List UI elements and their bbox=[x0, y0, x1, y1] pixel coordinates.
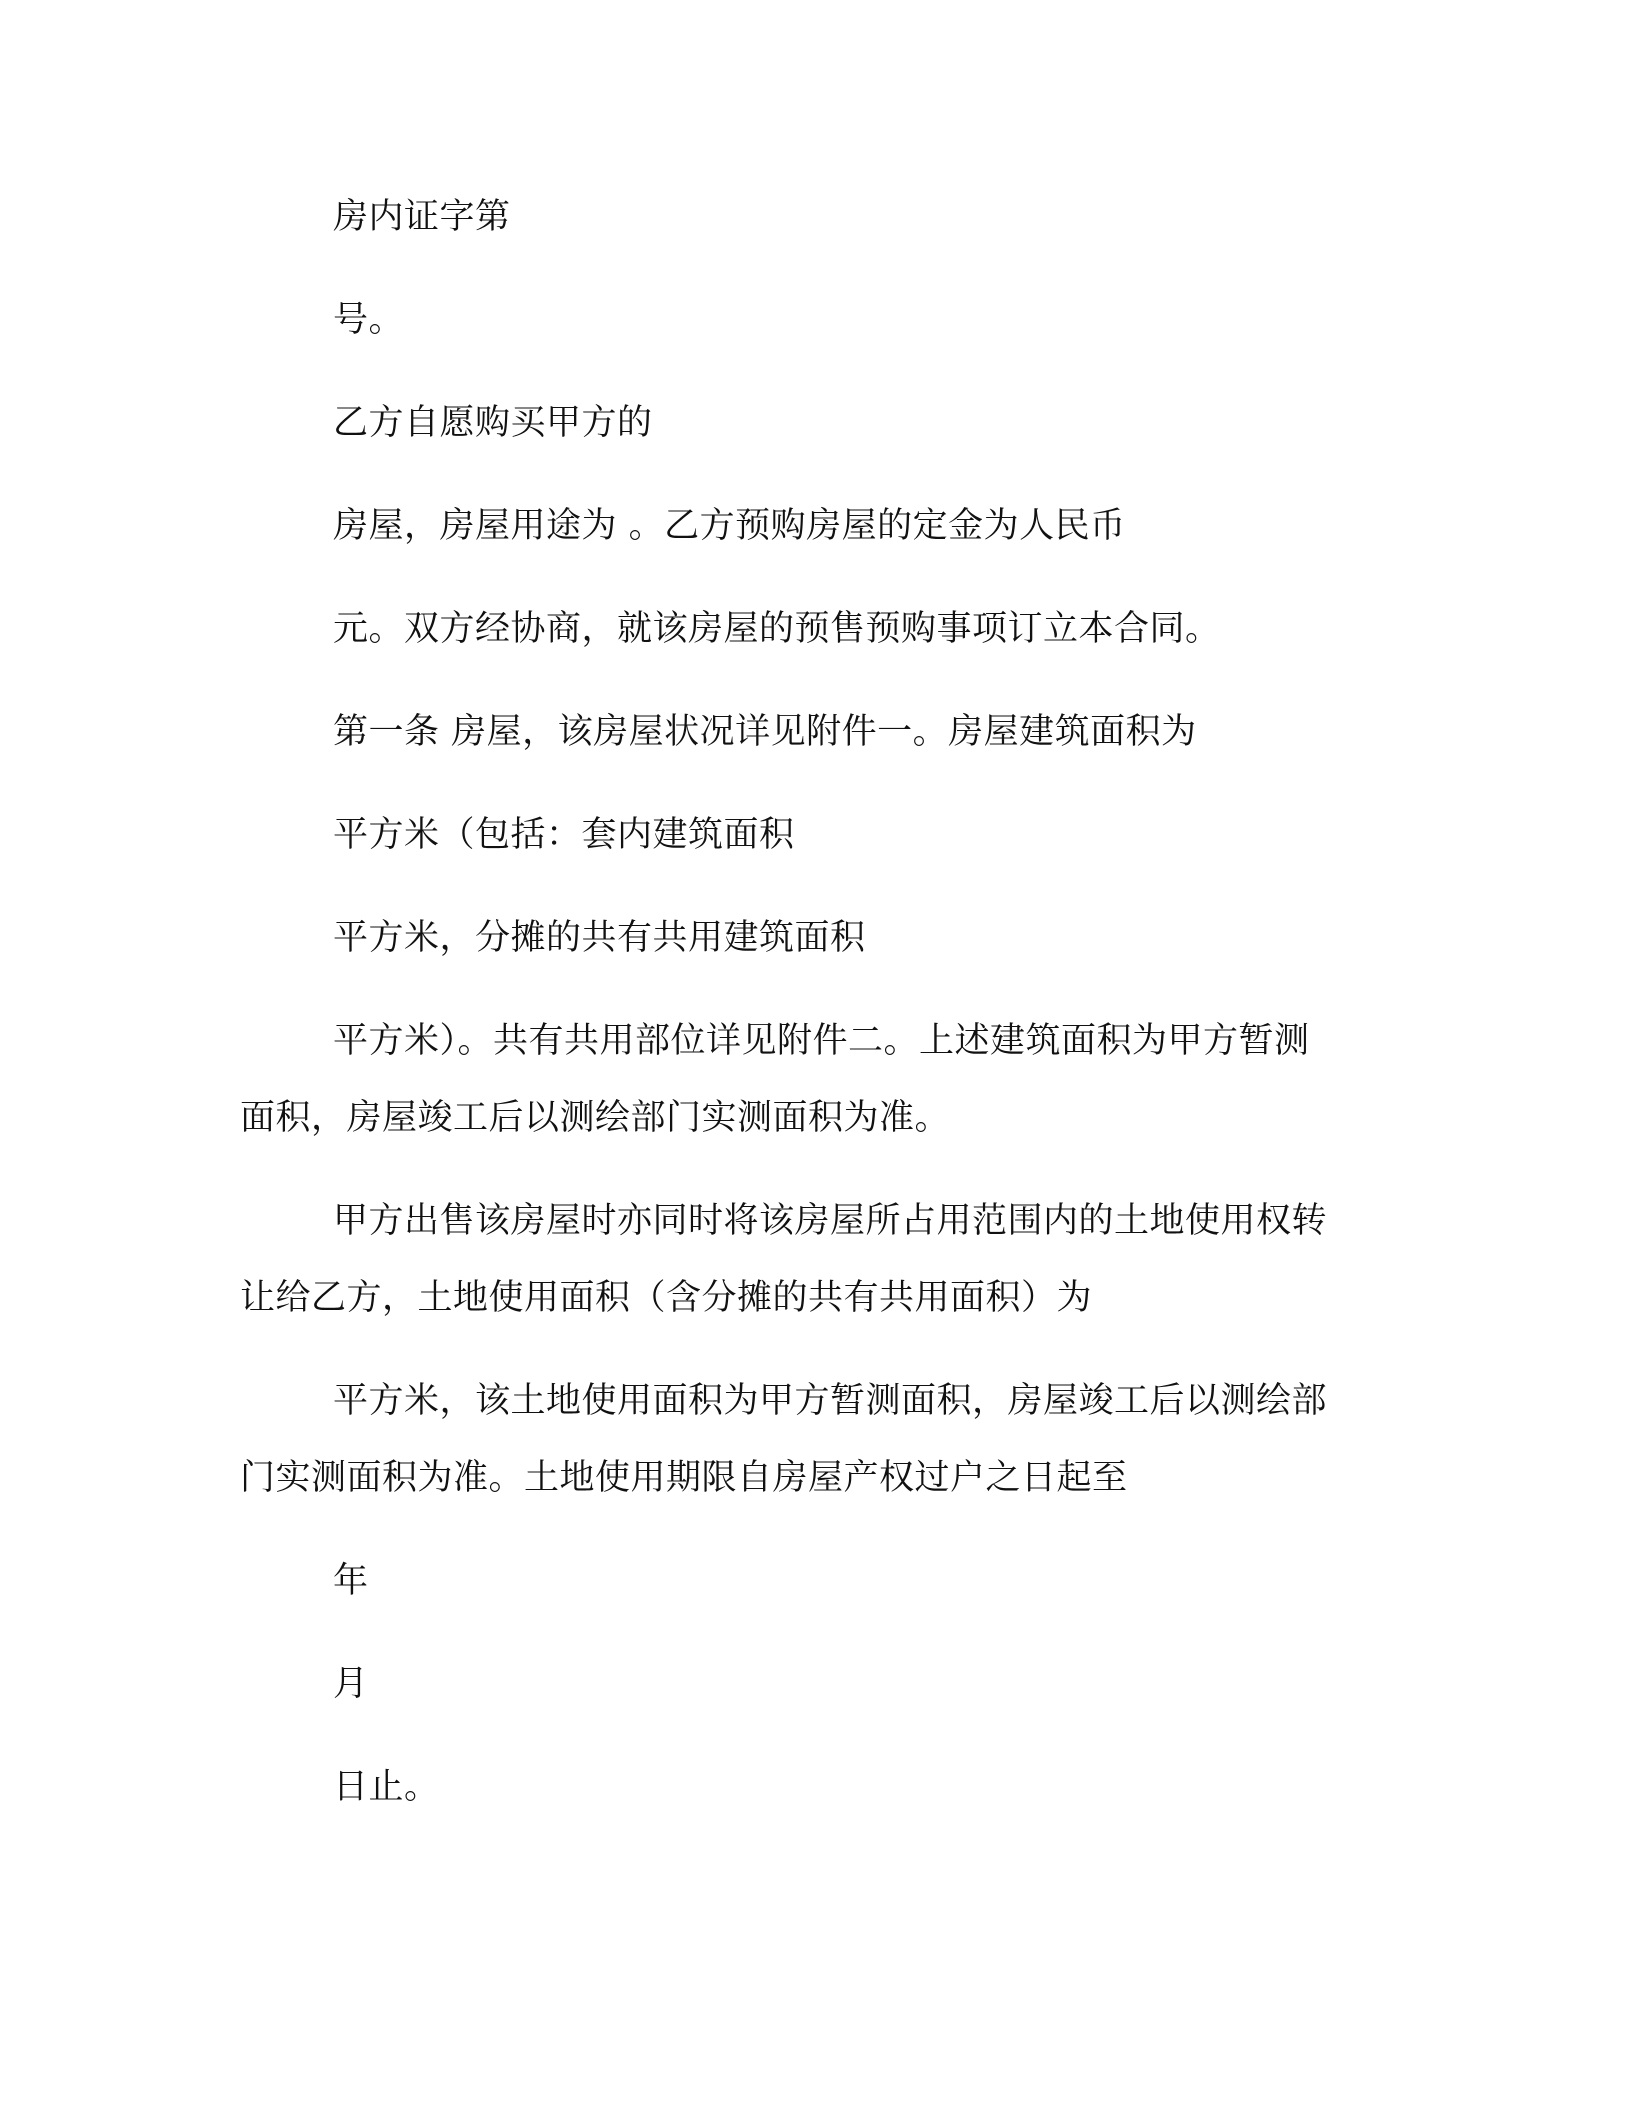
text-line: 甲方出售该房屋时亦同时将该房屋所占用范围内的土地使用权转 bbox=[333, 1201, 1328, 1241]
year-label: 年 bbox=[333, 1561, 369, 1601]
month-label: 月 bbox=[333, 1664, 369, 1704]
text-line: 平方米，分摊的共有共用建筑面积 bbox=[333, 918, 866, 958]
text-line: 房内证字第 bbox=[333, 197, 511, 237]
day-label: 日止。 bbox=[333, 1767, 440, 1807]
text-line: 平方米）。共有共用部位详见附件二。上述建筑面积为甲方暂测 bbox=[333, 1021, 1310, 1061]
text-line: 平方米（包括：套内建筑面积 bbox=[333, 815, 795, 855]
text-line: 元。双方经协商，就该房屋的预售预购事项订立本合同。 bbox=[333, 609, 1221, 649]
text-line: 平方米，该土地使用面积为甲方暂测面积，房屋竣工后以测绘部 bbox=[333, 1381, 1328, 1421]
text-line: 号。 bbox=[333, 300, 405, 340]
text-line: 乙方自愿购买甲方的 bbox=[333, 403, 653, 443]
article-heading-line: 第一条 房屋，该房屋状况详见附件一。房屋建筑面积为 bbox=[333, 712, 1197, 752]
text-line: 门实测面积为准。土地使用期限自房屋产权过户之日起至 bbox=[240, 1458, 1128, 1498]
text-line: 房屋，房屋用途为 。乙方预购房屋的定金为人民币 bbox=[333, 506, 1126, 546]
text-line: 让给乙方，土地使用面积（含分摊的共有共用面积）为 bbox=[240, 1278, 1093, 1318]
text-line: 面积，房屋竣工后以测绘部门实测面积为准。 bbox=[240, 1098, 951, 1138]
